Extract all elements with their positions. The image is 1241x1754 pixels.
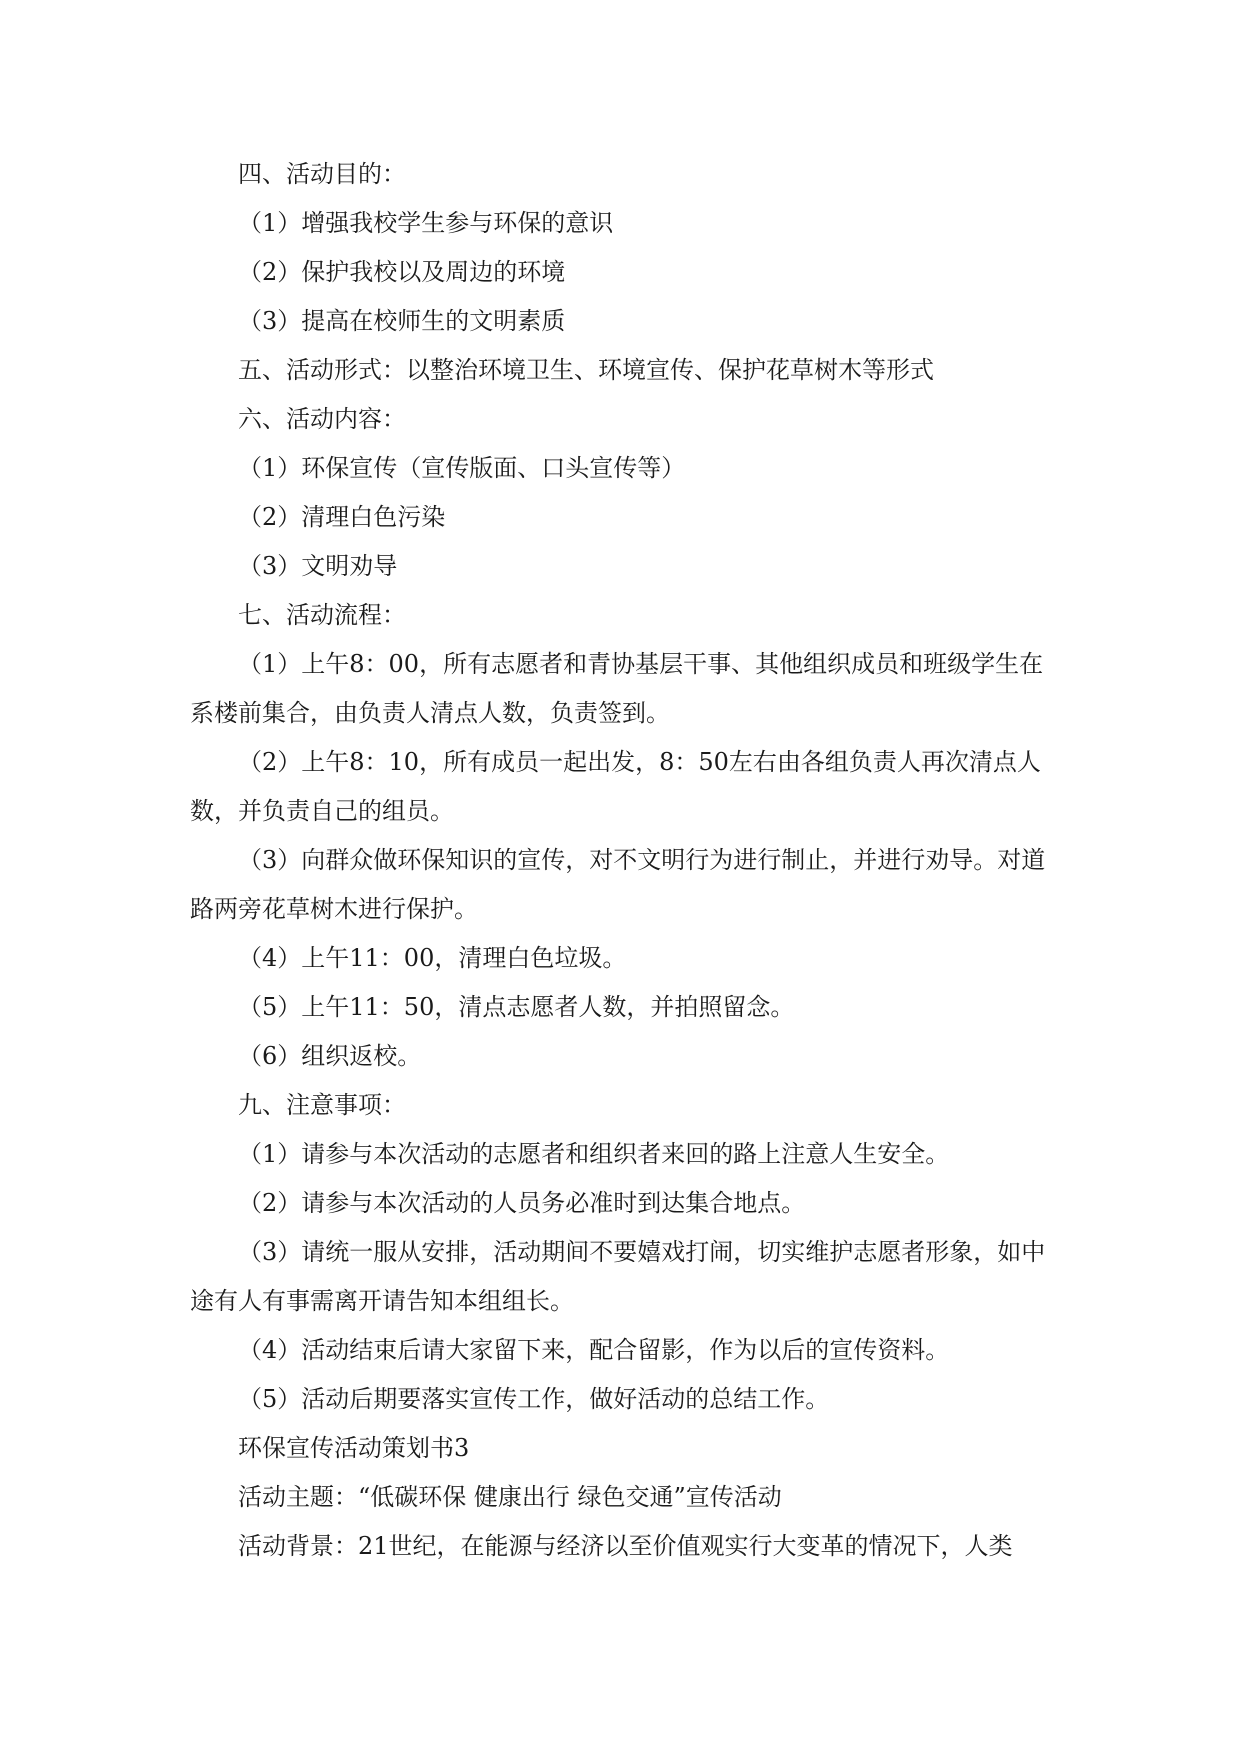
list-item: （3）提高在校师生的文明素质	[238, 307, 566, 335]
section-title-plan-3: 环保宣传活动策划书3	[238, 1434, 470, 1462]
list-item: （3）向群众做环保知识的宣传，对不文明行为进行制止，并进行劝导。对道路两旁花草树木进行保护。	[190, 846, 1046, 923]
list-item: （1）请参与本次活动的志愿者和组织者来回的路上注意人生安全。	[238, 1140, 950, 1168]
list-item: （2）请参与本次活动的人员务必准时到达集合地点。	[238, 1189, 806, 1217]
list-item: （5）活动后期要落实宣传工作，做好活动的总结工作。	[238, 1385, 830, 1413]
list-item: （1）增强我校学生参与环保的意识	[238, 209, 614, 237]
document-body	[190, 150, 1052, 1571]
section-heading-content: 六、活动内容：	[238, 405, 406, 433]
list-item: （4）上午11：00，清理白色垃圾。	[238, 944, 627, 972]
list-item: （3）请统一服从安排，活动期间不要嬉戏打闹，切实维护志愿者形象，如中途有人有事需离开请告知本组组长。	[190, 1238, 1046, 1315]
activity-background: 活动背景：21世纪，在能源与经济以至价值观实行大变革的情况下，人类	[238, 1532, 1013, 1560]
list-item: （4）活动结束后请大家留下来，配合留影，作为以后的宣传资料。	[238, 1336, 950, 1364]
list-item: （2）清理白色污染	[238, 503, 446, 531]
list-item: （1）上午8：00，所有志愿者和青协基层干事、其他组织成员和班级学生在系楼前集合，由负责人清点人数，负责签到。	[190, 650, 1044, 727]
list-item: （1）环保宣传（宣传版面、口头宣传等）	[238, 454, 686, 482]
list-item: （5）上午11：50，清点志愿者人数，并拍照留念。	[238, 993, 795, 1021]
list-item: （3）文明劝导	[238, 552, 398, 580]
activity-theme: 活动主题：“低碳环保 健康出行 绿色交通”宣传活动	[238, 1483, 782, 1511]
section-heading-purpose: 四、活动目的：	[238, 160, 406, 188]
list-item: （2）保护我校以及周边的环境	[238, 258, 566, 286]
list-item: （6）组织返校。	[238, 1042, 422, 1070]
section-heading-process: 七、活动流程：	[238, 601, 406, 629]
list-item: （2）上午8：10，所有成员一起出发，8：50左右由各组负责人再次清点人数，并负责自己的组员。	[190, 748, 1041, 825]
section-heading-form: 五、活动形式：以整治环境卫生、环境宣传、保护花草树木等形式	[238, 356, 934, 384]
section-heading-notes: 九、注意事项：	[238, 1091, 406, 1119]
